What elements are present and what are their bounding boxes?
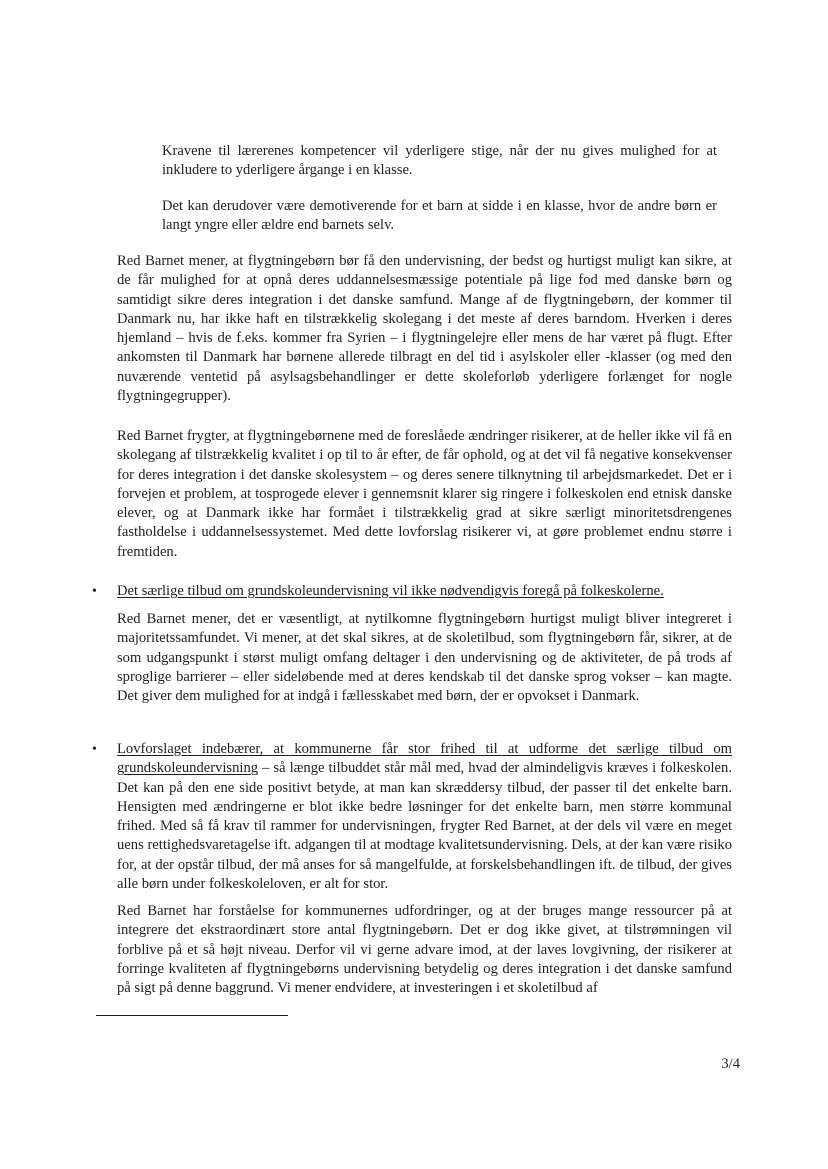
bullet-2-body: Red Barnet har forståelse for kommunernes udfordringer, og at der bruges mange ressourcer på at integrere det ekstraordinært store antal flygtningebørn. Det er dog ikke givet, at tilstrømningen vil forblive på et så højt niveau. Derfor vil vi gerne advare imod, at der laves lovgivning, der risikerer at forringe kvaliteten af flygtningebørns undervisning betydelig og deres integration i det danske samfund på sigt på denne baggrund. Vi mener endvidere, at investeringen i et skoletilbud af xyxy=(117,903,732,997)
body-paragraph-1: Red Barnet mener, at flygtningebørn bør få den undervisning, der bedst og hurtigst muligt kan sikre, at de får mulighed for at opnå deres uddannelsesmæssige potentiale på lige fod med danske børn og samtidigt sikre deres integration i det danske samfund. Mange af de flygtningebørn, der kommer til Danmark nu, har ikke haft en tilstrækkelig skolegang i det meste af deres barndom. Hverken i deres hjemland – hvis de f.eks. kommer fra Syrien – i flygtningelejre eller mens de har været på flugt. Efter ankomsten til Danmark har børnene allerede tilbragt en del tid i asylskoler eller -klasser (og med den nuværende ventetid på asylsagsbehandlinger er dette skoleforløb yderligere forlænget for nogle flygtningegrupper). xyxy=(117,253,732,405)
indented-paragraph-1: Kravene til lærerenes kompetencer vil yderligere stige, når der nu gives mulighed for at inkludere to yderligere årgange i en klasse. xyxy=(162,143,717,179)
bullet-2-heading: Lovforslaget indebærer, at kommunerne får stor frihed til at udforme det særlige tilbud om grundskoleundervisning xyxy=(117,741,732,777)
bullet-1-heading xyxy=(117,582,732,601)
page-number: 3/4 xyxy=(721,1056,740,1072)
bullet-2-paragraph xyxy=(117,740,732,894)
bullet-symbol: • xyxy=(92,584,97,599)
bullet-1-heading-text: Det særlige tilbud om grundskoleundervisning vil ikke nødvendigvis foregå på folkeskolerne. xyxy=(117,583,664,599)
bullet-2-text: – så længe tilbuddet står mål med, hvad der almindeligvis kræves i folkeskolen. Det kan på den ene side positivt betyde, at man kan skræddersy tilbud, der passer til det enkelte barn. Hensigten med ændringerne er blot ikke bedre løsninger for det enkelte barn, men større kommunal frihed. Med så få krav til rammer for undervisningen, frygter Red Barnet, at der dels vil være en meget uens rettighedsvaretagelse ift. adgangen til at modtage kvalitetsundervisning. Dels, at der kan være risiko for, at der opstår tilbud, der må anses for så mangelfulde, at forskelsbehandlingen ift. de tilbud, der gives alle børn under folkeskoleloven, er alt for stor. xyxy=(117,760,732,893)
body-paragraph-2: Red Barnet frygter, at flygtningebørnene med de foreslåede ændringer risikerer, at de heller ikke vil få en skolegang af tilstrækkelig kvalitet i op til to år efter, de får ophold, og at det vil få negative konsekvenser for deres integration i det danske skolesystem – og deres senere tilknytning til arbejdsmarkedet. Det er i forvejen et problem, at tosprogede elever i gennemsnit klarer sig ringere i folkeskolen end etnisk danske elever, og at Danmark ikke har formået i tilstrækkelig grad at sikre særligt minoritetsdrengenes fastholdelse i uddannelsessystemet. Med dette lovforslag risikerer vi, at gøre problemet endnu større i fremtiden. xyxy=(117,428,732,560)
footnote-separator xyxy=(96,1015,288,1016)
bullet-1-body: Red Barnet mener, det er væsentligt, at nytilkomne flygtningebørn hurtigst muligt bliver integreret i majoritetssamfundet. Vi mener, at det skal sikres, at de skoletilbud, som flygtningebørn får, sikrer, at de som udgangspunkt i størst muligt omfang deltager i den undervisning og de aktiviteter, de på trods af sproglige barrierer – eller sideløbende med at deres kendskab til det danske sprog vokser – kan magte. Det giver dem mulighed for at indgå i fællesskabet med børn, der er opvokset i Danmark. xyxy=(117,611,732,705)
indented-paragraph-2: Det kan derudover være demotiverende for et barn at sidde i en klasse, hvor de andre børn er langt yngre eller ældre end barnets selv. xyxy=(162,198,717,234)
bullet-symbol: • xyxy=(92,742,97,757)
